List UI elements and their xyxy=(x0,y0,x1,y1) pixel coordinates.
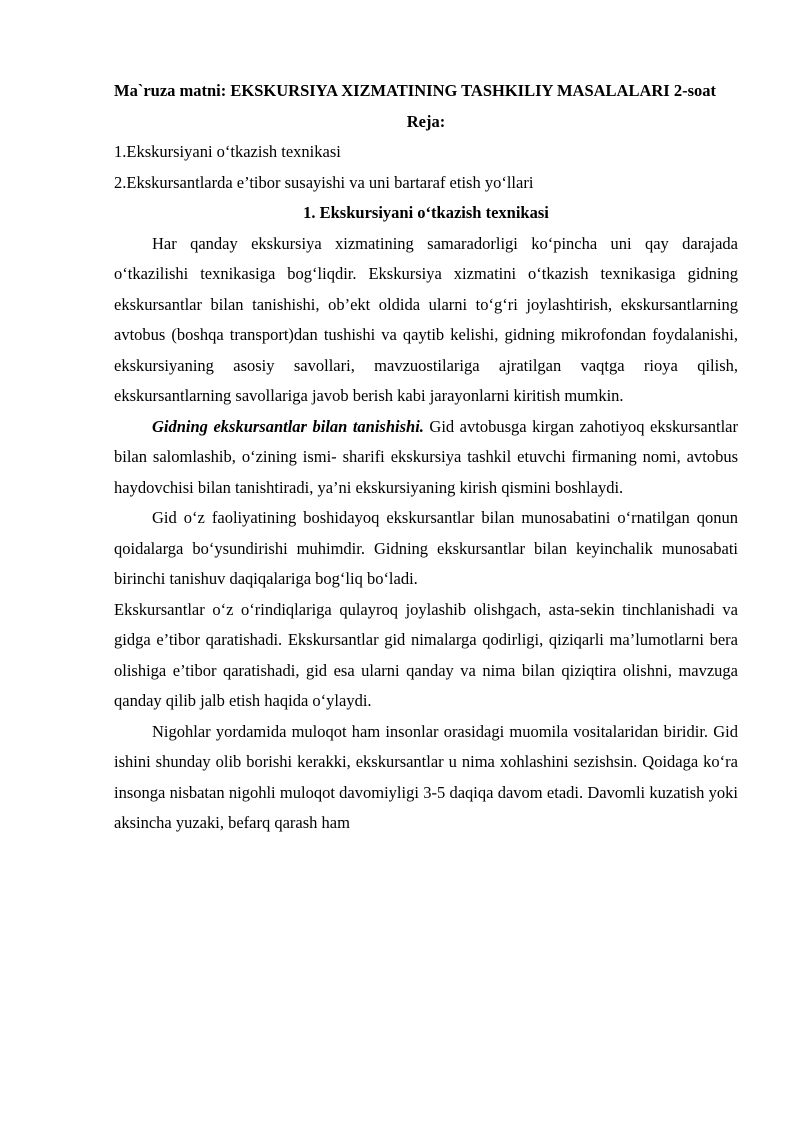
paragraph-1-text: Har qanday ekskursiya xizmatining samaradorligi ko‘pincha uni qay darajada o‘tkazilishi texnikasiga bog‘liqdir. Ekskursiya xizmatini o‘tkazish texnikasiga gidning ekskursantlar bilan tanishishi, ob’ekt oldida ularni to‘g‘ri joylashtirish, ekskursantlarning avtobus (boshqa transport)dan tushishi va qaytib kelishi, gidning mikrofondan foydalanishi, ekskursiyaning asosiy savollari, mavzuostilariga ajratilgan vaqtga rioya qilish, ekskursantlarning savollariga javob berish kabi jarayonlarni kiritish mumkin. xyxy=(114,233,738,405)
document-page xyxy=(114,76,738,839)
plan-item-2: 2.Ekskursantlarda e’tibor susayishi va uni bartaraf etish yo‘llari xyxy=(114,172,534,192)
section-heading: 1. Ekskursiyani o‘tkazish texnikasi xyxy=(303,203,549,222)
paragraph-5 xyxy=(114,717,738,839)
paragraph-3-text: Gid o‘z faoliyatining boshidayoq ekskursantlar bilan munosabatini o‘rnatilgan qonun qoidalarga bo‘ysundirishi muhimdir. Gidning ekskursantlar bilan keyinchalik munosabati birinchi tanishuv daqiqalariga bog‘liq bo‘ladi. xyxy=(114,508,738,588)
paragraph-5-text: Nigohlar yordamida muloqot ham insonlar orasidagi muomila vositalaridan biridir. Gid ishini shunday olib borishi kerakki, ekskursantlar u nima xohlashini sezishsin. Qoidaga ko‘ra insonga nisbatan nigohli muloqot davomiyligi 3-5 daqiqa davom etadi. Davomli kuzatish yoki aksincha yuzaki, befarq qarash ham xyxy=(114,721,738,832)
paragraph-3 xyxy=(114,503,738,595)
paragraph-1 xyxy=(114,229,738,412)
document-title: Ma`ruza matni: EKSKURSIYA XIZMATINING TASHKILIY MASALALARI 2-soat xyxy=(114,81,717,100)
paragraph-4-text: Ekskursantlar o‘z o‘rindiqlariga qulayroq joylashib olishgach, asta-sekin tinchlanishadi va gidga e’tibor qaratishadi. Ekskursantlar gid nimalarga qodirligi, qiziqarli ma’lumotlarni bera olishiga e’tibor qaratishadi, gid esa ularni qanday va nima bilan qiziqtira olishni, mavzuga qanday qilib jalb etish haqida o‘ylaydi. xyxy=(114,599,738,710)
plan-item-1: 1.Ekskursiyani o‘tkazish texnikasi xyxy=(114,142,341,161)
paragraph-4 xyxy=(114,595,738,717)
paragraph-2-text: Gid avtobusga kirgan zahotiyoq ekskursantlar bilan salomlashib, o‘zining ismi- sharifi ekskursiya tashkil etuvchi firmaning nomi, avtobus haydovchisi bilan tanishtiradi, ya’ni ekskursiyaning kirish qismini boshlaydi. xyxy=(114,416,738,497)
plan-heading: Reja: xyxy=(406,111,446,131)
paragraph-2-lead: Gidning ekskursantlar bilan tanishishi. xyxy=(152,416,424,436)
paragraph-2 xyxy=(114,412,738,504)
